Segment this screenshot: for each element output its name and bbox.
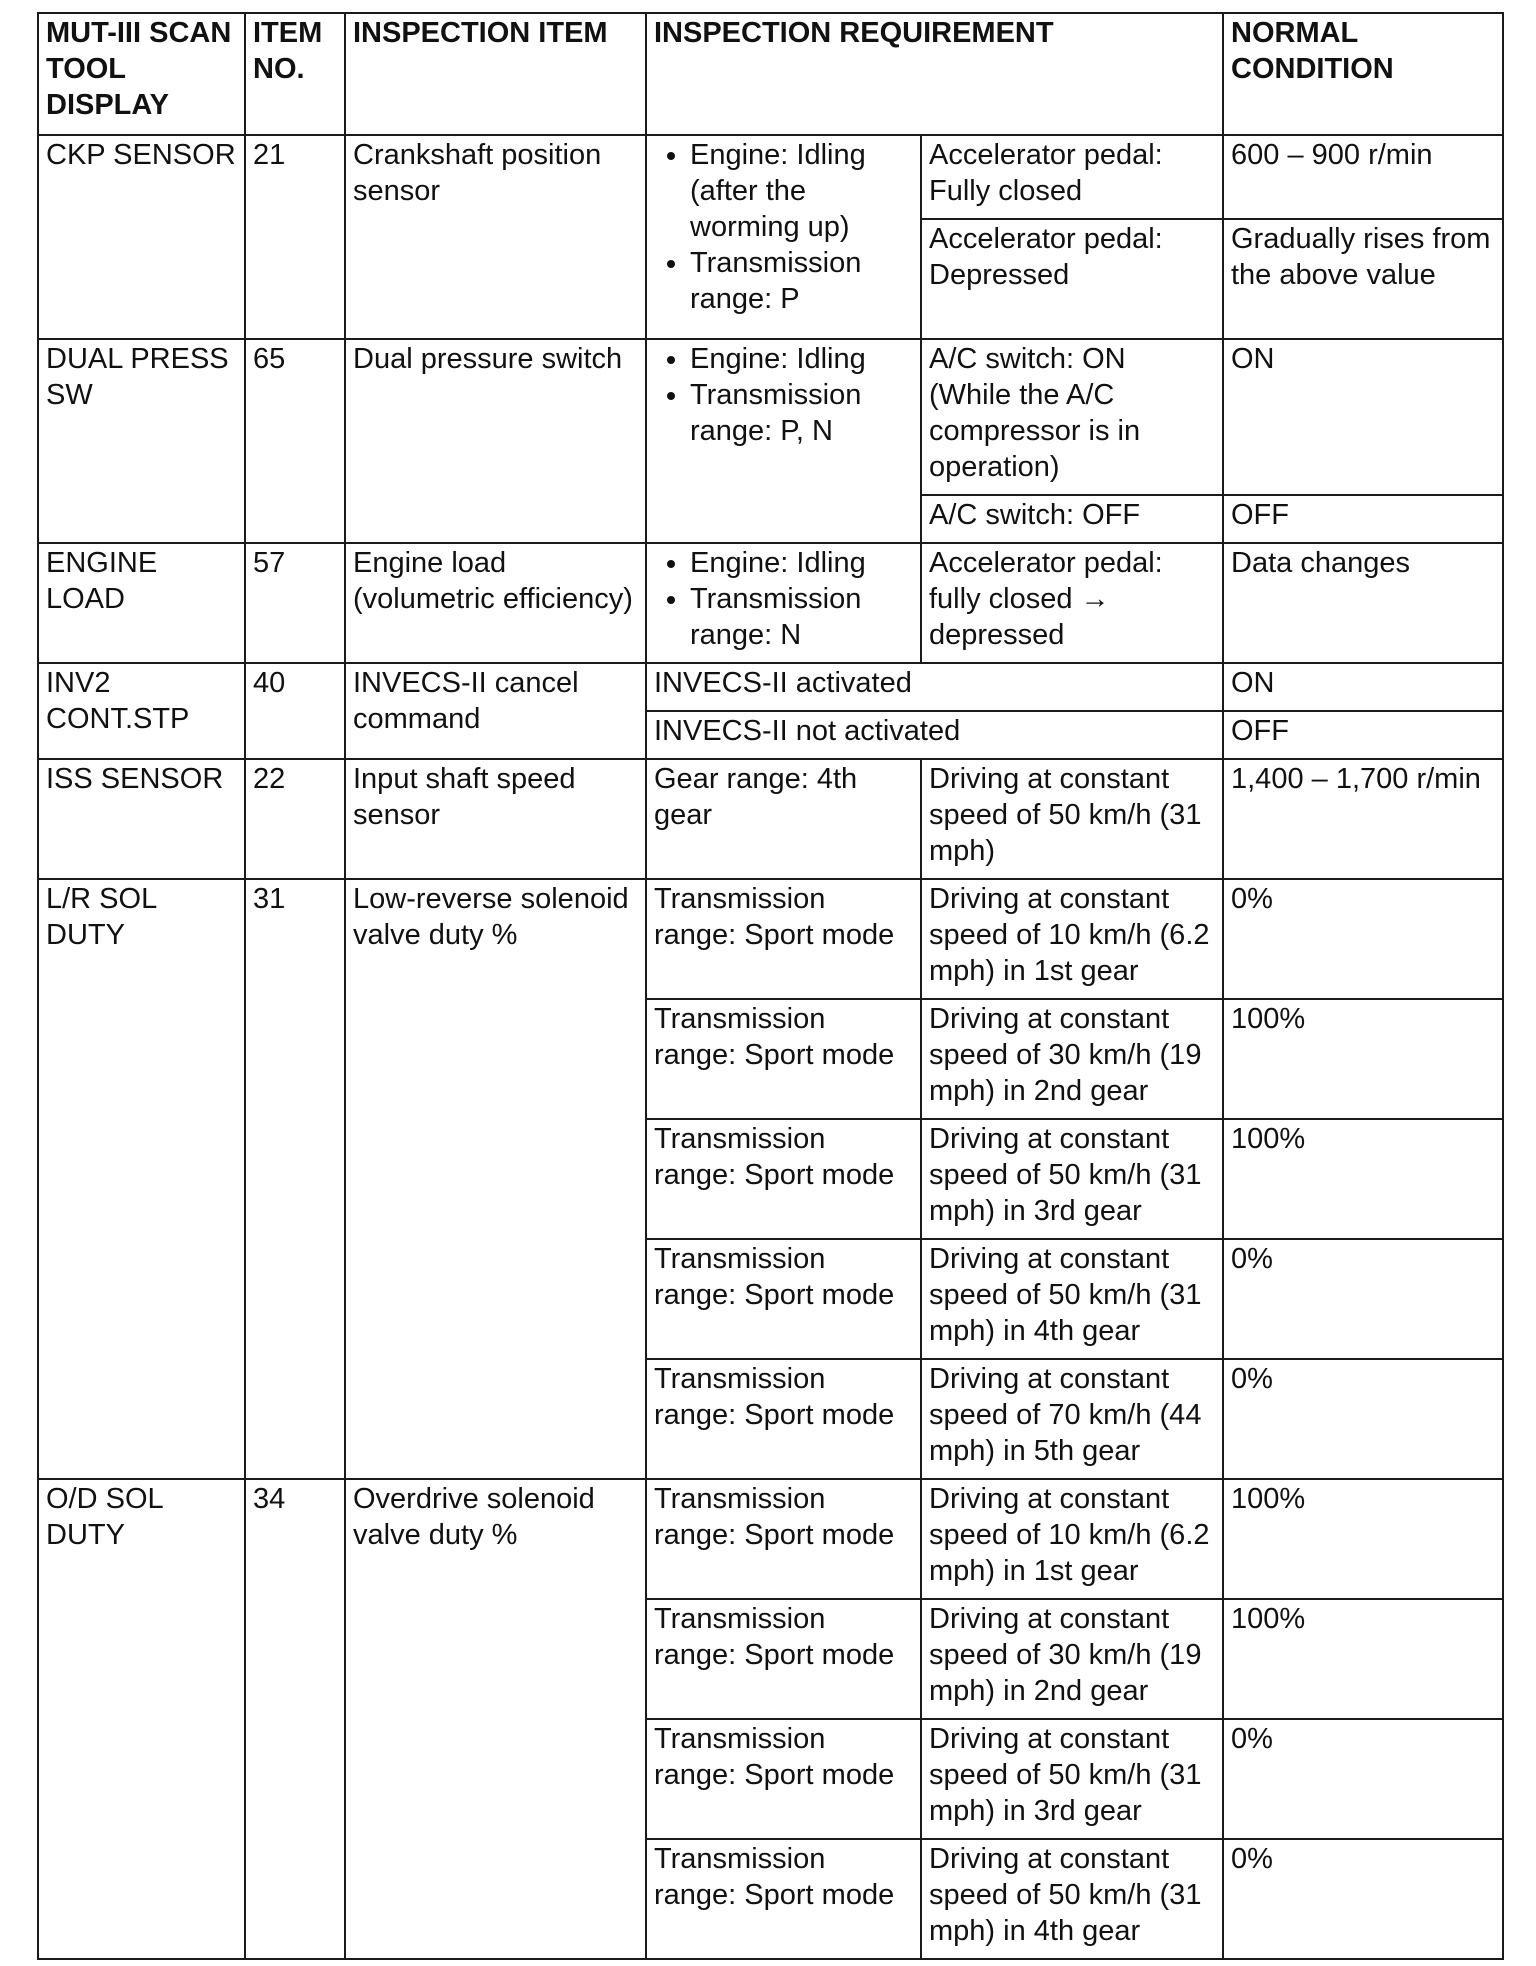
cell-normal: OFF (1223, 711, 1503, 759)
cell-display: CKP SENSOR (38, 135, 245, 339)
header-inspection-requirement: INSPECTION REQUIREMENT (646, 13, 1223, 135)
cell-display: ENGINE LOAD (38, 543, 245, 663)
cell-normal: 100% (1223, 1479, 1503, 1599)
cell-requirement: INVECS-II not activated (646, 711, 1223, 759)
cell-inspection-item: Input shaft speed sensor (345, 759, 646, 879)
cell-normal: 0% (1223, 879, 1503, 999)
table-row (38, 879, 1503, 999)
condition-bullet: • Transmission range: P (690, 245, 913, 317)
cell-normal: 600 – 900 r/min (1223, 135, 1503, 219)
cell-item-no: 65 (245, 339, 345, 543)
cell-item-no: 31 (245, 879, 345, 1479)
cell-requirement: Driving at constant speed of 10 km/h (6.2 mph) in 1st gear (921, 1479, 1223, 1599)
cell-display: INV2 CONT.STP (38, 663, 245, 759)
cell-condition: Transmission range: Sport mode (646, 1119, 921, 1239)
cell-condition: Transmission range: Sport mode (646, 1599, 921, 1719)
cell-normal: 100% (1223, 999, 1503, 1119)
table-row (38, 1479, 1503, 1599)
cell-normal: 0% (1223, 1719, 1503, 1839)
table-row (38, 663, 1503, 711)
cell-display: L/R SOL DUTY (38, 879, 245, 1479)
cell-condition: Transmission range: Sport mode (646, 879, 921, 999)
cell-condition (646, 543, 921, 663)
cell-condition: Transmission range: Sport mode (646, 999, 921, 1119)
table-row (38, 759, 1503, 879)
cell-condition: Transmission range: Sport mode (646, 1839, 921, 1959)
cell-requirement: Driving at constant speed of 70 km/h (44 mph) in 5th gear (921, 1359, 1223, 1479)
header-inspection-item: INSPECTION ITEM (345, 13, 646, 135)
cell-normal: Data changes (1223, 543, 1503, 663)
cell-requirement: Driving at constant speed of 50 km/h (31 mph) in 3rd gear (921, 1719, 1223, 1839)
cell-item-no: 40 (245, 663, 345, 759)
cell-normal: OFF (1223, 495, 1503, 543)
cell-inspection-item: Crankshaft position sensor (345, 135, 646, 339)
cell-requirement: A/C switch: ON (While the A/C compressor is in operation) (921, 339, 1223, 495)
cell-requirement: Accelerator pedal: Fully closed (921, 135, 1223, 219)
cell-condition: Transmission range: Sport mode (646, 1359, 921, 1479)
cell-requirement: Accelerator pedal: Depressed (921, 219, 1223, 339)
cell-normal: 100% (1223, 1119, 1503, 1239)
cell-normal: ON (1223, 339, 1503, 495)
cell-inspection-item: INVECS-II cancel command (345, 663, 646, 759)
cell-requirement: Driving at constant speed of 50 km/h (31 mph) in 4th gear (921, 1839, 1223, 1959)
cell-requirement: A/C switch: OFF (921, 495, 1223, 543)
table-row (38, 543, 1503, 663)
cell-requirement: Driving at constant speed of 30 km/h (19 mph) in 2nd gear (921, 1599, 1223, 1719)
header-item-no: ITEM NO. (245, 13, 345, 135)
table-row (38, 339, 1503, 495)
cell-condition (646, 135, 921, 339)
inspection-table (37, 12, 1504, 1960)
cell-requirement: Accelerator pedal: fully closed → depressed (921, 543, 1223, 663)
cell-condition: Transmission range: Sport mode (646, 1719, 921, 1839)
cell-requirement: Driving at constant speed of 50 km/h (31 mph) in 3rd gear (921, 1119, 1223, 1239)
condition-bullet: • Transmission range: P, N (690, 377, 913, 449)
cell-normal: 0% (1223, 1839, 1503, 1959)
cell-display: ISS SENSOR (38, 759, 245, 879)
cell-condition (646, 339, 921, 543)
cell-condition: Transmission range: Sport mode (646, 1479, 921, 1599)
cell-normal: ON (1223, 663, 1503, 711)
header-display: MUT-III SCAN TOOL DISPLAY (38, 13, 245, 135)
cell-normal: 0% (1223, 1359, 1503, 1479)
cell-requirement: Driving at constant speed of 30 km/h (19 mph) in 2nd gear (921, 999, 1223, 1119)
cell-requirement: Driving at constant speed of 50 km/h (31 mph) (921, 759, 1223, 879)
cell-inspection-item: Overdrive solenoid valve duty % (345, 1479, 646, 1959)
cell-item-no: 21 (245, 135, 345, 339)
cell-item-no: 34 (245, 1479, 345, 1959)
table-header-row (38, 13, 1503, 135)
condition-bullet: • Transmission range: N (690, 581, 913, 653)
header-normal-condition: NORMAL CONDITION (1223, 13, 1503, 135)
cell-requirement: INVECS-II activated (646, 663, 1223, 711)
cell-condition: Transmission range: Sport mode (646, 1239, 921, 1359)
cell-display: DUAL PRESS SW (38, 339, 245, 543)
condition-bullet: • Engine: Idling (after the worming up) (690, 137, 913, 245)
cell-inspection-item: Dual pressure switch (345, 339, 646, 543)
cell-inspection-item: Low-reverse solenoid valve duty % (345, 879, 646, 1479)
table-row (38, 135, 1503, 219)
cell-display: O/D SOL DUTY (38, 1479, 245, 1959)
condition-bullet: • Engine: Idling (690, 545, 913, 581)
cell-normal: 0% (1223, 1239, 1503, 1359)
cell-normal: Gradually rises from the above value (1223, 219, 1503, 339)
cell-item-no: 22 (245, 759, 345, 879)
cell-item-no: 57 (245, 543, 345, 663)
cell-inspection-item: Engine load (volumetric efficiency) (345, 543, 646, 663)
cell-requirement: Driving at constant speed of 50 km/h (31 mph) in 4th gear (921, 1239, 1223, 1359)
cell-condition: Gear range: 4th gear (646, 759, 921, 879)
cell-normal: 1,400 – 1,700 r/min (1223, 759, 1503, 879)
cell-normal: 100% (1223, 1599, 1503, 1719)
cell-requirement: Driving at constant speed of 10 km/h (6.2 mph) in 1st gear (921, 879, 1223, 999)
condition-bullet: • Engine: Idling (690, 341, 913, 377)
